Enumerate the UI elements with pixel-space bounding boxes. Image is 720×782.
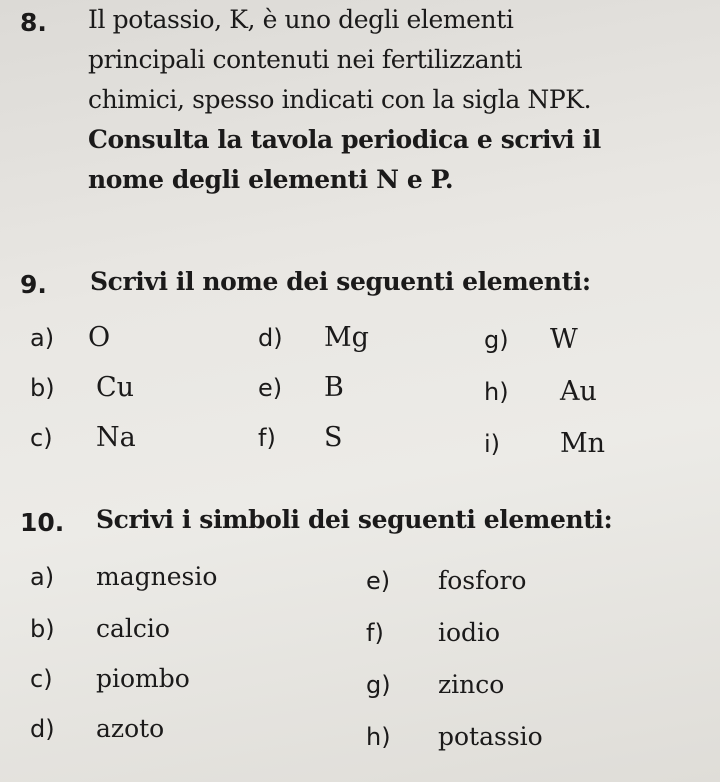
q9-item-d	[258, 322, 369, 353]
item-letter: e)	[366, 567, 391, 595]
question-8-text	[88, 0, 601, 200]
q9-item-e	[258, 372, 344, 403]
q9-item-h	[484, 376, 597, 407]
element-name: iodio	[438, 618, 501, 647]
q10-item-c	[30, 664, 190, 693]
element-symbol: S	[324, 422, 343, 453]
item-letter: i)	[484, 430, 501, 458]
q9-item-g	[484, 324, 578, 355]
element-symbol: Mn	[560, 428, 606, 459]
element-name: piombo	[96, 664, 190, 693]
element-name: potassio	[438, 722, 543, 751]
q10-item-h	[366, 722, 543, 751]
item-letter: a)	[30, 324, 55, 352]
item-letter: c)	[30, 665, 53, 693]
question-9-number: 9.	[20, 270, 47, 299]
item-letter: h)	[484, 378, 509, 406]
item-letter: d)	[30, 715, 55, 743]
q9-item-i	[484, 428, 605, 459]
element-symbol: Na	[96, 422, 136, 453]
item-letter: c)	[30, 424, 53, 452]
question-8-number: 8.	[20, 8, 47, 37]
item-letter: b)	[30, 374, 55, 402]
question-9-title-text: Scrivi il nome dei seguenti elementi:	[90, 267, 591, 296]
item-letter: a)	[30, 563, 55, 591]
question-8-line-2: principali contenuti nei fertilizzanti	[88, 45, 523, 74]
question-8-line-3: chimici, spesso indicati con la sigla NPK.	[88, 85, 592, 114]
element-symbol: Mg	[324, 322, 369, 353]
item-letter: f)	[366, 619, 384, 647]
question-8-line-4: Consulta la tavola periodica e scrivi il	[88, 125, 601, 154]
q10-item-e	[366, 566, 526, 595]
element-symbol: W	[550, 324, 578, 355]
element-symbol: Au	[560, 376, 597, 407]
question-8-line-1: Il potassio, K, è uno degli elementi	[88, 5, 514, 34]
q9-item-a	[30, 322, 110, 353]
item-letter: b)	[30, 615, 55, 643]
q10-item-g	[366, 670, 504, 699]
element-name: calcio	[96, 614, 170, 643]
q10-item-a	[30, 562, 217, 591]
element-name: fosforo	[438, 566, 527, 595]
q10-item-b	[30, 614, 170, 643]
element-symbol: B	[324, 372, 344, 403]
element-name: azoto	[96, 714, 165, 743]
item-letter: e)	[258, 374, 283, 402]
item-letter: h)	[366, 723, 391, 751]
question-10-title	[96, 500, 612, 540]
q10-item-f	[366, 618, 500, 647]
item-letter: g)	[484, 326, 509, 354]
item-letter: d)	[258, 324, 283, 352]
question-10-number: 10.	[20, 508, 65, 537]
q9-item-c	[30, 422, 136, 453]
element-symbol: Cu	[96, 372, 135, 403]
item-letter: g)	[366, 671, 391, 699]
element-name: magnesio	[96, 562, 218, 591]
q9-item-b	[30, 372, 134, 403]
q9-item-f	[258, 422, 343, 453]
question-8-line-5: nome degli elementi N e P.	[88, 165, 454, 194]
question-10-title-text: Scrivi i simboli dei seguenti elementi:	[96, 505, 613, 534]
question-9-title	[90, 262, 591, 302]
element-symbol: O	[88, 322, 111, 353]
q10-item-d	[30, 714, 164, 743]
element-name: zinco	[438, 670, 505, 699]
item-letter: f)	[258, 424, 276, 452]
